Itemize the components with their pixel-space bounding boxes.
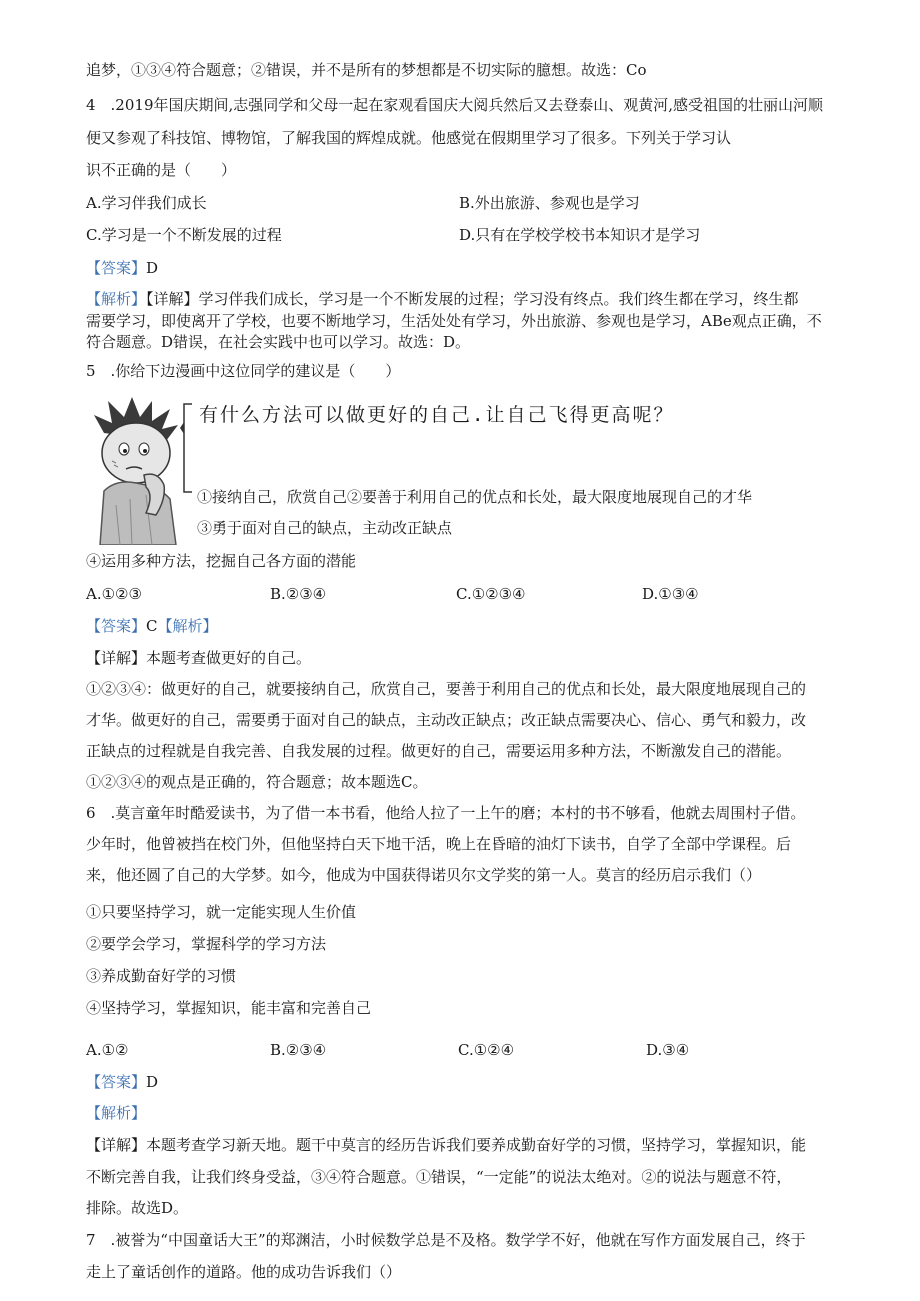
q6-option-b: B.②③④ [270, 1041, 327, 1059]
q7-stem-line2: 走上了童话创作的道路。他的成功告诉我们（） [86, 1263, 402, 1281]
q5-explanation-line3: 正缺点的过程就是自我完善、自我发展的过程。做更好的自己，需要运用多种方法，不断激发自己的潜能。 [86, 742, 792, 760]
q4-option-b: B.外出旅游、参观也是学习 [459, 194, 640, 212]
speech-bubble-text: 有什么方法可以做更好的自己.让自己飞得更高呢？ [199, 404, 675, 426]
answer-tag: 【答案】 [86, 1073, 147, 1091]
q5-answer [86, 616, 218, 636]
q4-option-d: D.只有在学校学校书本知识才是学习 [459, 226, 701, 244]
answer-value: C [146, 617, 158, 635]
q4-stem-line2: 便又参观了科技馆、博物馆，了解我国的辉煌成就。他感觉在假期里学习了很多。下列关于学习认 [86, 129, 732, 147]
q6-analysis-tag: 【解析】 [86, 1104, 147, 1122]
q4-stem-line3: 识不正确的是（ ） [86, 161, 237, 179]
q6-explanation-line3: 排除。故选D。 [86, 1199, 189, 1217]
q5-option-b: B.②③④ [270, 585, 327, 603]
q6-statement-1: ①只要坚持学习，就一定能实现人生价值 [86, 903, 357, 921]
q6-statement-3: ③养成勤奋好学的习惯 [86, 967, 237, 985]
q5-detail: 【详解】本题考查做更好的自己。 [86, 649, 312, 667]
q4-explanation-line1 [86, 289, 799, 309]
q6-answer [86, 1072, 158, 1092]
answer-tag: 【答案】 [86, 259, 147, 277]
speech-connector [180, 398, 194, 498]
answer-tag: 【答案】 [86, 617, 147, 635]
answer-value: D [146, 259, 159, 277]
q5-statement-4: ④运用多种方法，挖掘自己各方面的潜能 [86, 552, 357, 570]
q5-explanation-line2: 才华。做更好的自己，需要勇于面对自己的缺点，主动改正缺点；改正缺点需要决心、信心、勇气和毅力，改 [86, 711, 807, 729]
answer-value: D [146, 1073, 159, 1091]
q4-explanation-line3: 符合题意。D错误，在社会实践中也可以学习。故选：D。 [86, 333, 471, 351]
q5-option-a: A.①②③ [86, 585, 142, 603]
q6-stem-line1: 6 .莫言童年时酷爱读书，为了借一本书看，他给人拉了一上午的磨；本村的书不够看，他就去周围村子借。 [86, 804, 806, 822]
q6-option-c: C.①②④ [458, 1041, 515, 1059]
q6-explanation-line2: 不断完善自我，让我们终身受益，③④符合题意。①错误，“一定能”的说法太绝对。②的说法与题意不符， [86, 1168, 792, 1186]
q5-option-c: C.①②③④ [456, 585, 526, 603]
q6-statement-4: ④坚持学习，掌握知识，能丰富和完善自己 [86, 999, 372, 1017]
q5-explanation-line1: ①②③④：做更好的自己，就要接纳自己，欣赏自己，要善于利用自己的优点和长处，最大限度地展现自己的 [86, 680, 807, 698]
q4-answer [86, 258, 158, 278]
q5-statement-3: ③勇于面对自己的缺点，主动改正缺点 [197, 519, 453, 537]
q5-statement-1-2: ①接纳自己，欣赏自己②要善于利用自己的优点和长处，最大限度地展现自己的才华 [197, 488, 753, 506]
analysis-tag: 【解析】 [157, 617, 218, 635]
q6-stem-line2: 少年时，他曾被挡在校门外，但他坚持白天下地干活，晚上在昏暗的油灯下读书，自学了全部中学课程。后 [86, 835, 792, 853]
q4-stem-line1: 4 .2019年国庆期间,志强同学和父母一起在家观看国庆大阅兵然后又去登泰山、观黄河,感受祖国的壮丽山河顺 [86, 96, 824, 114]
q6-statement-2: ②要学会学习，掌握科学的学习方法 [86, 935, 327, 953]
q7-stem-line1: 7 .被誉为“中国童话大王”的郑渊洁，小时候数学总是不及格。数学学不好，他就在写作方面发展自己，终于 [86, 1231, 806, 1249]
q5-option-d: D.①③④ [642, 585, 699, 603]
prev-answer-tail: 追梦，①③④符合题意；②错误，并不是所有的梦想都是不切实际的臆想。故选：Co [86, 61, 647, 79]
q6-stem-line3: 来，他还圆了自己的大学梦。如今，他成为中国获得诺贝尔文学奖的第一人。莫言的经历启示我们（） [86, 866, 762, 884]
analysis-tag: 【解析】 [86, 290, 147, 308]
q5-stem: 5 .你给下边漫画中这位同学的建议是（ ） [86, 362, 401, 380]
q6-explanation-line1: 【详解】本题考查学习新天地。题干中莫言的经历告诉我们要养成勤奋好学的习惯，坚持学习，掌握知识，能 [86, 1136, 807, 1154]
q4-explanation-text: 【详解】学习伴我们成长，学习是一个不断发展的过程；学习没有终点。我们终生都在学习，终生都 [146, 290, 799, 308]
q4-explanation-line2: 需要学习，即使离开了学校，也要不断地学习，生活处处有学习，外出旅游、参观也是学习，ABe观点正确，不 [86, 312, 822, 330]
q6-option-a: A.①② [86, 1041, 129, 1059]
q6-option-d: D.③④ [646, 1041, 690, 1059]
q4-option-c: C.学习是一个不断发展的过程 [86, 226, 282, 244]
q4-option-a: A.学习伴我们成长 [86, 194, 207, 212]
q5-explanation-line4: ①②③④的观点是正确的，符合题意；故本题选C。 [86, 773, 428, 791]
